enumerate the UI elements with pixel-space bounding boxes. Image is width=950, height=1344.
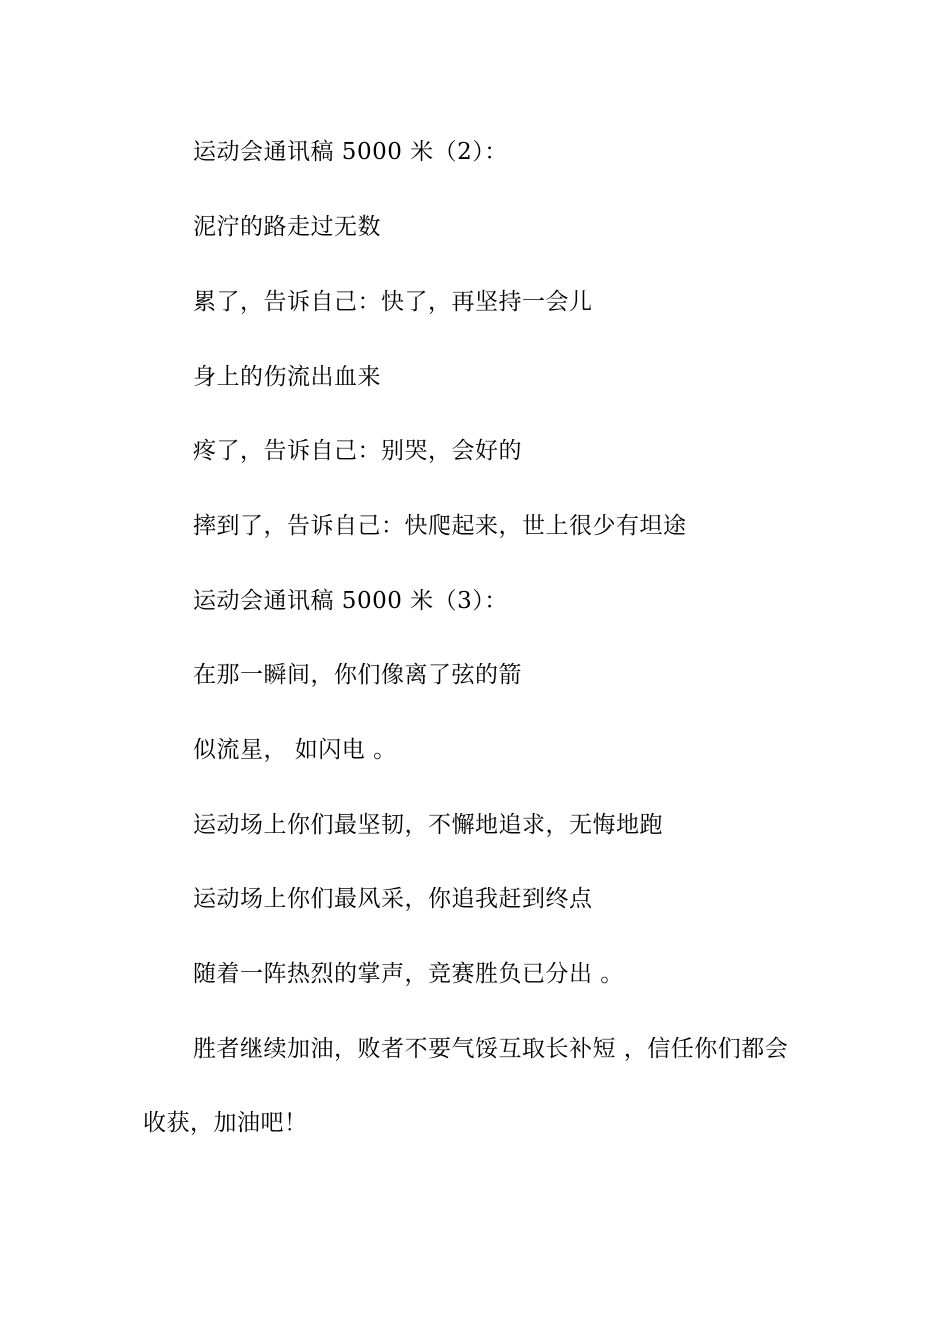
poem-line: 身上的伤流出血来: [193, 364, 381, 390]
poem-line: 累了，告诉自己：快了，再坚持一会儿: [193, 289, 593, 315]
poem-line: 似流星， 如闪电 。: [193, 737, 397, 763]
poem-line: 运动场上你们最坚韧，不懈地追求，无悔地跑: [193, 812, 663, 838]
heading-section-2: 运动会通讯稿 5000 米（2）：: [193, 139, 508, 165]
poem-line: 在那一瞬间，你们像离了弦的箭: [193, 662, 522, 688]
heading-section-3: 运动会通讯稿 5000 米（3）：: [193, 588, 508, 614]
poem-line: 泥泞的路走过无数: [193, 214, 381, 240]
paragraph-line-continued: 收获，加油吧！: [143, 1110, 308, 1136]
poem-line: 随着一阵热烈的掌声，竞赛胜负已分出 。: [193, 961, 624, 987]
poem-line: 摔到了，告诉自己：快爬起来，世上很少有坦途: [193, 513, 687, 539]
paragraph-line: 胜者继续加油，败者不要气馁互取长补短 ，信任你们都会: [193, 1036, 789, 1062]
poem-line: 运动场上你们最风采，你追我赶到终点: [193, 886, 593, 912]
poem-line: 疼了，告诉自己：别哭，会好的: [193, 438, 522, 464]
